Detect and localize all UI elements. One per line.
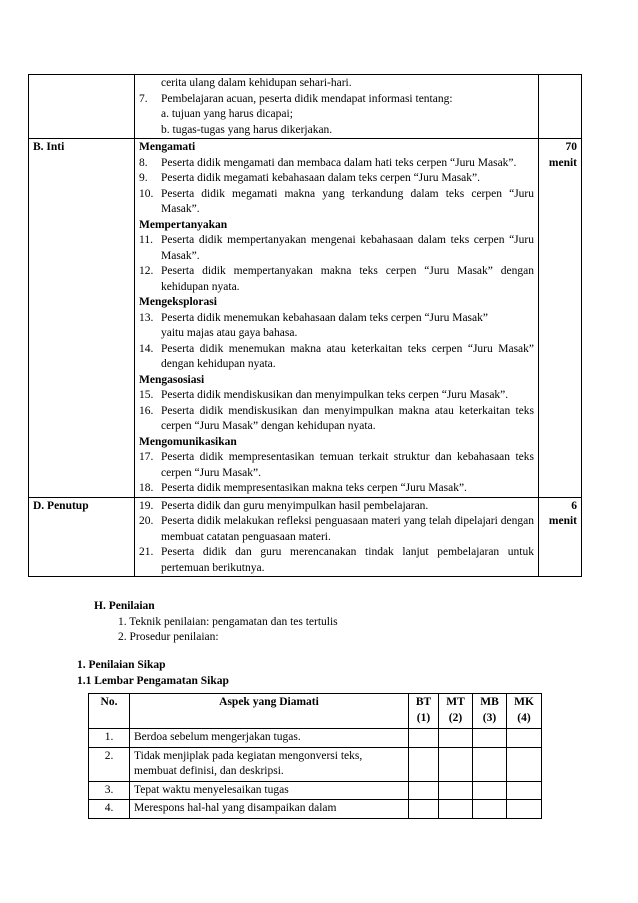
table-row-penutup — [29, 497, 582, 577]
list-item-continuation: yaitu majas atau gaya bahasa. — [161, 327, 298, 339]
list-item: 12. Peserta didik mempertanyakan makna teks cerpen “Juru Masak” dengan kehidupan nyata. — [139, 265, 534, 293]
sub-item-a: a. tujuan yang harus dicapai; — [161, 108, 293, 120]
table-row-pendahuluan-cont — [29, 75, 582, 139]
header-aspek: Aspek yang Diamati — [130, 694, 409, 729]
time-label-penutup: 6 menit — [539, 497, 582, 577]
table-header-row — [89, 694, 542, 729]
section-h-title: H. Penilaian — [94, 600, 155, 612]
learning-activities-table — [28, 74, 582, 577]
header-mt: MT (2) — [439, 694, 473, 729]
list-item: 20. Peserta didik melakukan refleksi penguasaan materi yang telah dipelajari dengan membuat catatan penguasaan materi. — [139, 515, 534, 543]
section-h-item-2: 2. Prosedur penilaian: — [118, 631, 219, 643]
sikap-subtitle: 1.1 Lembar Pengamatan Sikap — [77, 675, 229, 687]
stage-label-penutup: D. Penutup — [29, 497, 135, 577]
list-item: 14. Peserta didik menemukan makna atau keterkaitan teks cerpen “Juru Masak” dengan kehidupan nyata. — [139, 342, 534, 370]
sikap-title: 1. Penilaian Sikap — [77, 659, 166, 671]
table-row: 3. Tepat waktu menyelesaikan tugas — [89, 781, 542, 800]
table-row-inti — [29, 139, 582, 498]
heading-mengeksplorasi: Mengeksplorasi — [139, 296, 217, 308]
continued-line: cerita ulang dalam kehidupan sehari-hari. — [161, 77, 352, 89]
table-row: 2. Tidak menjiplak pada kegiatan mengonversi teks, membuat definisi, dan deskripsi. — [89, 747, 542, 781]
table-row: 4. Merespons hal-hal yang disampaikan dalam — [89, 800, 542, 819]
list-item: 11. Peserta didik mempertanyakan mengenai kebahasaan dalam teks cerpen “Juru Masak”. — [139, 234, 534, 262]
list-item: 16. Peserta didik mendiskusikan dan menyimpulkan makna atau keterkaitan teks cerpen “Juru Masak” dengan kehidupan nyata. — [139, 404, 534, 432]
list-item: 18. Peserta didik mempresentasikan makna teks cerpen “Juru Masak”. — [139, 482, 467, 494]
list-item: 13. Peserta didik menemukan kebahasaan dalam teks cerpen “Juru Masak” — [139, 311, 488, 324]
list-item: 8. Peserta didik mengamati dan membaca dalam hati teks cerpen “Juru Masak”. — [139, 156, 517, 169]
time-cell-empty — [539, 75, 582, 139]
sub-item-b: b. tugas-tugas yang harus dikerjakan. — [161, 123, 333, 136]
activity-cell — [135, 75, 539, 139]
list-item: 15. Peserta didik mendiskusikan dan menyimpulkan teks cerpen “Juru Masak”. — [139, 389, 509, 401]
stage-label-inti: B. Inti — [29, 139, 135, 498]
heading-mengamati: Mengamati — [139, 141, 196, 153]
list-item: 10. Peserta didik megamati makna yang terkandung dalam teks cerpen “Juru Masak”. — [139, 187, 534, 215]
header-mk: MK (4) — [507, 694, 542, 729]
heading-mengasosiasi: Mengasosiasi — [139, 373, 205, 386]
header-bt: BT (1) — [409, 694, 439, 729]
list-item: 19. Peserta didik dan guru menyimpulkan hasil pembelajaran. — [139, 499, 429, 512]
observation-table — [88, 693, 542, 819]
activity-cell — [135, 139, 539, 498]
table-row: 1. Berdoa sebelum mengerjakan tugas. — [89, 729, 542, 748]
header-no: No. — [89, 694, 130, 729]
header-mb: MB (3) — [473, 694, 507, 729]
stage-cell-empty — [29, 75, 135, 139]
list-item: 21. Peserta didik dan guru merencanakan tindak lanjut pembelajaran untuk pertemuan berikutnya. — [139, 546, 534, 574]
time-label-inti: 70 menit — [539, 139, 582, 498]
list-item: 17. Peserta didik mempresentasikan temuan terkait struktur dan kebahasaan teks cerpen “Juru Masak”. — [139, 451, 534, 479]
heading-mengomunikasikan: Mengomunikasikan — [139, 435, 237, 448]
heading-mempertanyakan: Mempertanyakan — [139, 218, 228, 231]
list-item: 7. Pembelajaran acuan, peserta didik mendapat informasi tentang: — [139, 92, 453, 105]
activity-cell — [135, 497, 539, 577]
section-h-item-1: 1. Teknik penilaian: pengamatan dan tes tertulis — [118, 616, 338, 628]
list-item: 9. Peserta didik megamati kebahasaan dalam teks cerpen “Juru Masak”. — [139, 172, 481, 184]
